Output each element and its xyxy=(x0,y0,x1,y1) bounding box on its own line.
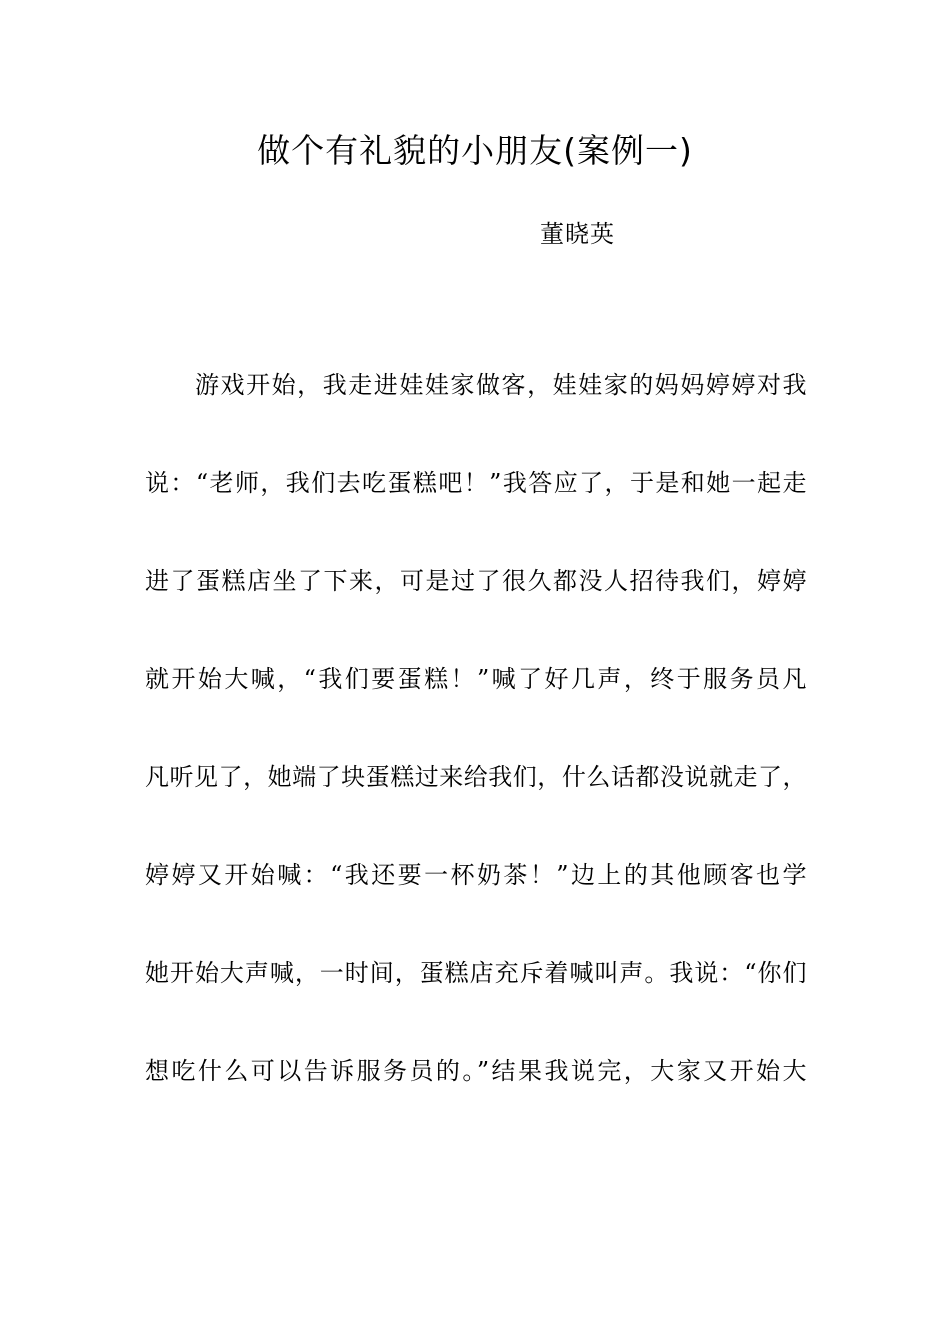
paragraph-line: 她开始大声喊，一时间，蛋糕店充斥着喊叫声。我说：“你们 xyxy=(145,959,807,987)
paragraph-line: 说：“老师，我们去吃蛋糕吧！”我答应了，于是和她一起走 xyxy=(145,469,807,497)
paragraph-line: 想吃什么可以告诉服务员的。”结果我说完，大家又开始大 xyxy=(145,1057,807,1085)
document-body xyxy=(145,361,807,1145)
document-author: 董晓英 xyxy=(540,220,615,248)
paragraph-line: 婷婷又开始喊：“我还要一杯奶茶！”边上的其他顾客也学 xyxy=(145,861,807,889)
document-title: 做个有礼貌的小朋友(案例一) xyxy=(257,131,693,170)
paragraph-line: 进了蛋糕店坐了下来，可是过了很久都没人招待我们，婷婷 xyxy=(145,567,807,595)
paragraph-line: 就开始大喊，“我们要蛋糕！”喊了好几声，终于服务员凡 xyxy=(145,665,807,693)
paragraph-line: 凡听见了，她端了块蛋糕过来给我们，什么话都没说就走了， xyxy=(145,763,807,791)
paragraph-line: 游戏开始，我走进娃娃家做客，娃娃家的妈妈婷婷对我 xyxy=(195,371,807,399)
